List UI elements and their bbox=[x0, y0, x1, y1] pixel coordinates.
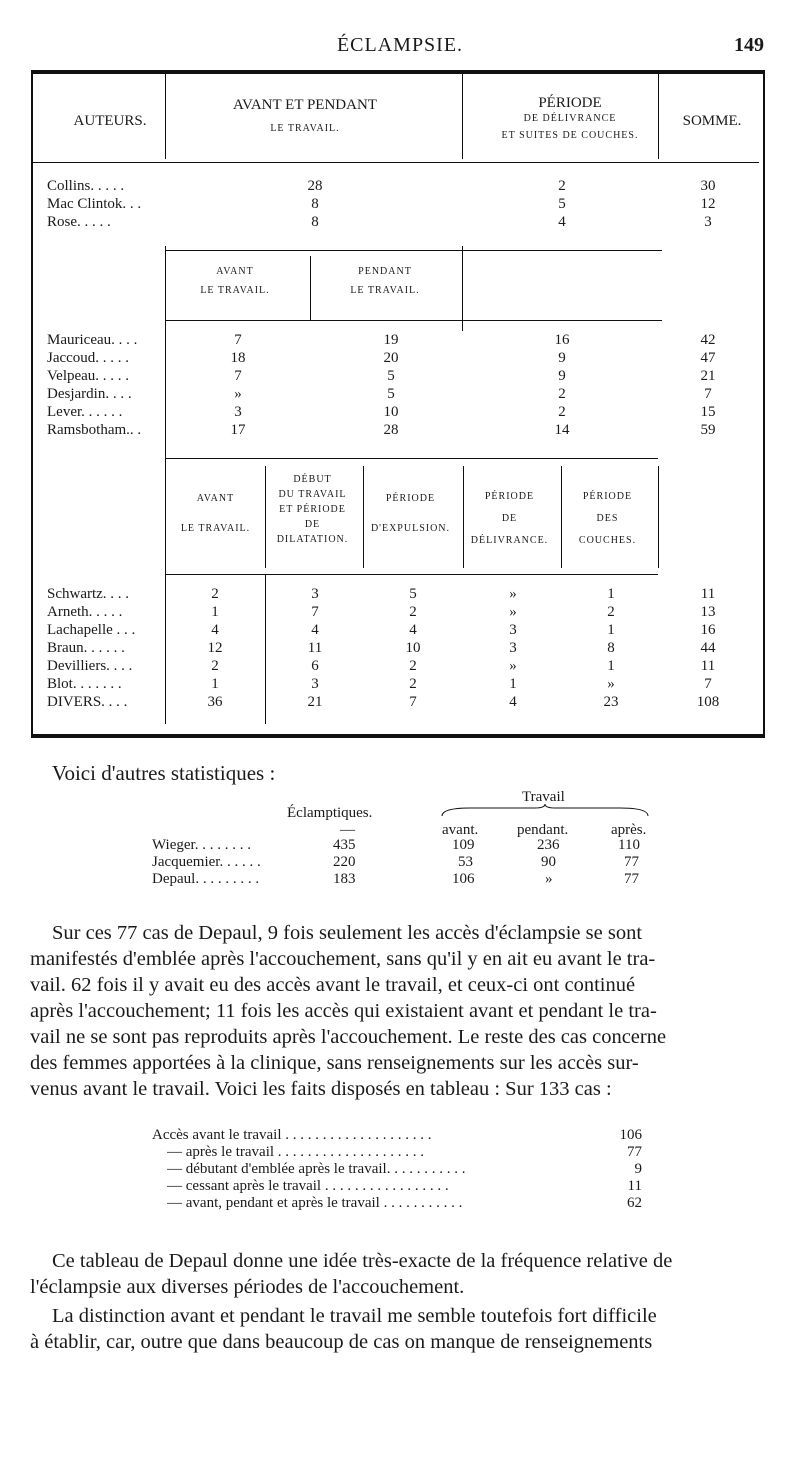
author-name: Mac Clintok. . . bbox=[47, 196, 142, 212]
list-label: — débutant d'emblée après le travail. . . . . . . . . . . bbox=[167, 1161, 466, 1177]
header-line: DE bbox=[304, 519, 321, 530]
header-pendant: pendant. bbox=[517, 822, 569, 838]
col-divider bbox=[363, 466, 364, 568]
text-line: après l'accouchement; 11 fois les accès qui existaient avant et pendant le tra- bbox=[30, 1000, 657, 1022]
list-label: — après le travail . . . . . . . . . . . . . . . . . . . . bbox=[167, 1144, 425, 1160]
running-head bbox=[0, 34, 800, 60]
value-cell: 1 bbox=[509, 676, 517, 692]
text-line: des femmes apportées à la clinique, sans renseignements sur les accès sur- bbox=[30, 1052, 639, 1074]
value-cell: 2 bbox=[558, 386, 566, 402]
author-name: Lachapelle . . . bbox=[47, 622, 136, 638]
header-line: DE bbox=[501, 513, 518, 524]
list-label: — avant, pendant et après le travail . . . . . . . . . . . bbox=[167, 1195, 463, 1211]
value-cell: 1 bbox=[607, 658, 615, 674]
header-eclamptiques: Éclamptiques. bbox=[287, 805, 373, 821]
header-avant-pendant: AVANT ET PENDANT bbox=[233, 97, 377, 113]
value-cell: » bbox=[509, 658, 517, 674]
value-cell: 2 bbox=[211, 586, 219, 602]
value-cell: 4 bbox=[211, 622, 219, 638]
header-pendant: PENDANT bbox=[358, 266, 412, 277]
header-periode-couches bbox=[560, 486, 655, 552]
value-cell: 16 bbox=[700, 622, 716, 638]
text-line: Sur ces 77 cas de Depaul, 9 fois seulement les accès d'éclampsie se sont bbox=[52, 922, 643, 944]
author-name: Lever. . . . . . bbox=[47, 404, 123, 420]
header-rule bbox=[33, 162, 759, 163]
value-cell: 47 bbox=[700, 350, 716, 366]
col-divider bbox=[165, 74, 166, 159]
value-cell: 23 bbox=[603, 694, 619, 710]
author-name: Velpeau. . . . . bbox=[47, 368, 130, 384]
value-cell: 44 bbox=[700, 640, 716, 656]
header-somme: SOMME. bbox=[682, 113, 742, 129]
stat-value: 183 bbox=[333, 871, 356, 887]
col-divider bbox=[310, 256, 311, 320]
header-line: ET PÉRIODE bbox=[279, 504, 346, 515]
stat-name: Wieger. . . . . . . . bbox=[152, 837, 251, 853]
subheader-rule bbox=[165, 458, 658, 459]
value-cell: 5 bbox=[387, 386, 395, 402]
value-cell: 10 bbox=[383, 404, 399, 420]
value-cell: 36 bbox=[207, 694, 223, 710]
value-cell: 13 bbox=[700, 604, 716, 620]
value-cell: 42 bbox=[700, 332, 716, 348]
col-divider bbox=[462, 246, 463, 331]
author-name: Schwartz. . . . bbox=[47, 586, 130, 602]
list-label: Accès avant le travail . . . . . . . . . . . . . . . . . . . . bbox=[152, 1127, 432, 1143]
header-pendant-travail: LE TRAVAIL. bbox=[350, 285, 420, 296]
value-cell: 9 bbox=[558, 368, 566, 384]
header-line: DILATATION. bbox=[276, 534, 349, 545]
header-line: DÉLIVRANCE. bbox=[470, 535, 549, 546]
stat-value: 220 bbox=[333, 854, 356, 870]
value-cell: 8 bbox=[311, 196, 319, 212]
subheader-rule bbox=[165, 320, 662, 321]
value-cell: 2 bbox=[409, 604, 417, 620]
value-cell: » bbox=[607, 676, 615, 692]
header-avant: avant. bbox=[442, 822, 479, 838]
header-line: PÉRIODE bbox=[582, 491, 633, 502]
author-name: Collins. . . . . bbox=[47, 178, 125, 194]
value-cell: 7 bbox=[311, 604, 319, 620]
value-cell: 7 bbox=[234, 368, 242, 384]
value-cell: 21 bbox=[700, 368, 716, 384]
value-cell: 18 bbox=[230, 350, 246, 366]
intro-line: Voici d'autres statistiques : bbox=[52, 761, 276, 785]
value-cell: 30 bbox=[700, 178, 716, 194]
author-name: Mauriceau. . . . bbox=[47, 332, 138, 348]
stat-value: 77 bbox=[624, 854, 639, 870]
value-cell: 1 bbox=[211, 604, 219, 620]
header-periode: PÉRIODE bbox=[538, 95, 602, 111]
paragraph-tableau bbox=[30, 1248, 762, 1300]
header-avant: AVANT bbox=[216, 266, 254, 277]
value-cell: 59 bbox=[700, 422, 716, 438]
text-line: venus avant le travail. Voici les faits disposés en tableau : Sur 133 cas : bbox=[30, 1078, 612, 1100]
value-cell: 8 bbox=[311, 214, 319, 230]
author-name: DIVERS. . . . bbox=[47, 694, 128, 710]
header-le-travail: LE TRAVAIL. bbox=[270, 123, 340, 134]
page-number: 149 bbox=[734, 34, 764, 56]
value-cell: 19 bbox=[383, 332, 399, 348]
author-name: Braun. . . . . . bbox=[47, 640, 125, 656]
header-debut-dilatation bbox=[265, 472, 360, 547]
author-name: Arneth. . . . . bbox=[47, 604, 123, 620]
header-auteurs: AUTEURS. bbox=[73, 113, 147, 129]
value-cell: 2 bbox=[211, 658, 219, 674]
text-line: manifestés d'emblée après l'accouchement, sans qu'il y en ait eu avant le tra- bbox=[30, 948, 656, 970]
header-travail: Travail bbox=[522, 789, 565, 805]
header-avant: AVANT bbox=[196, 493, 235, 504]
value-cell: 12 bbox=[700, 196, 716, 212]
paragraph-distinction bbox=[30, 1303, 762, 1355]
value-cell: 3 bbox=[509, 640, 517, 656]
value-cell: 16 bbox=[554, 332, 570, 348]
stat-value: » bbox=[545, 871, 553, 887]
value-cell: 15 bbox=[700, 404, 716, 420]
subheader-rule bbox=[165, 574, 658, 575]
header-avant-travail: LE TRAVAIL. bbox=[200, 285, 270, 296]
page-title: ÉCLAMPSIE. bbox=[336, 34, 464, 56]
stat-value: 109 bbox=[452, 837, 475, 853]
list-value: 106 bbox=[619, 1127, 642, 1143]
stat-value: 53 bbox=[458, 854, 473, 870]
col-divider bbox=[658, 466, 659, 568]
value-cell: 2 bbox=[409, 658, 417, 674]
header-periode-delivrance bbox=[462, 486, 557, 552]
header-suites: ET SUITES DE COUCHES. bbox=[501, 130, 639, 141]
header-line: DU TRAVAIL bbox=[278, 489, 347, 500]
value-cell: 7 bbox=[704, 386, 712, 402]
value-cell: » bbox=[234, 386, 242, 402]
paragraph-depaul bbox=[30, 920, 762, 1102]
author-name: Rose. . . . . bbox=[47, 214, 111, 230]
value-cell: 2 bbox=[558, 404, 566, 420]
col-divider bbox=[462, 74, 463, 159]
value-cell: 10 bbox=[405, 640, 421, 656]
header-line: DES bbox=[596, 513, 619, 524]
col-divider bbox=[265, 574, 266, 724]
value-cell: 4 bbox=[558, 214, 566, 230]
author-name: Desjardin. . . . bbox=[47, 386, 132, 402]
author-name: Blot. . . . . . . bbox=[47, 676, 122, 692]
text-line: vail ne se sont pas reproduits après l'accouchement. Le reste des cas concerne bbox=[30, 1026, 667, 1048]
stat-value: 236 bbox=[537, 837, 560, 853]
value-cell: 3 bbox=[311, 676, 319, 692]
value-cell: 2 bbox=[409, 676, 417, 692]
value-cell: 8 bbox=[607, 640, 615, 656]
value-cell: 7 bbox=[704, 676, 712, 692]
author-name: Jaccoud. . . . . bbox=[47, 350, 130, 366]
author-name: Devilliers. . . . bbox=[47, 658, 133, 674]
value-cell: 11 bbox=[307, 640, 323, 656]
value-cell: 11 bbox=[700, 658, 716, 674]
stat-name: Jacquemier. . . . . . bbox=[152, 854, 261, 870]
value-cell: 28 bbox=[307, 178, 323, 194]
list-label: — cessant après le travail . . . . . . . . . . . . . . . . . bbox=[167, 1178, 449, 1194]
value-cell: » bbox=[509, 604, 517, 620]
header-line: COUCHES. bbox=[578, 535, 637, 546]
value-cell: 14 bbox=[554, 422, 570, 438]
value-cell: 5 bbox=[409, 586, 417, 602]
text-line: l'éclampsie aux diverses périodes de l'accouchement. bbox=[30, 1276, 465, 1298]
header-apres: après. bbox=[611, 822, 647, 838]
stat-value: 110 bbox=[618, 837, 640, 853]
value-cell: 2 bbox=[607, 604, 615, 620]
value-cell: 5 bbox=[558, 196, 566, 212]
value-cell: 21 bbox=[307, 694, 323, 710]
value-cell: 4 bbox=[409, 622, 417, 638]
text-line: La distinction avant et pendant le travail me semble toutefois fort difficile bbox=[52, 1305, 657, 1327]
list-value: 9 bbox=[634, 1161, 642, 1177]
value-cell: 4 bbox=[311, 622, 319, 638]
stat-value: 77 bbox=[624, 871, 639, 887]
stat-name: Depaul. . . . . . . . . bbox=[152, 871, 260, 887]
value-cell: 1 bbox=[607, 586, 615, 602]
header-de-delivrance: DE DÉLIVRANCE bbox=[523, 113, 617, 124]
value-cell: 4 bbox=[509, 694, 517, 710]
value-cell: 7 bbox=[234, 332, 242, 348]
value-cell: 6 bbox=[311, 658, 319, 674]
value-cell: 1 bbox=[211, 676, 219, 692]
header-expulsion: D'EXPULSION. bbox=[370, 523, 451, 534]
value-cell: 3 bbox=[311, 586, 319, 602]
value-cell: 5 bbox=[387, 368, 395, 384]
value-cell: 9 bbox=[558, 350, 566, 366]
list-value: 11 bbox=[627, 1178, 642, 1194]
text-line: à établir, car, outre que dans beaucoup de cas on manque de renseignements bbox=[30, 1331, 653, 1353]
value-cell: » bbox=[509, 586, 517, 602]
value-cell: 3 bbox=[509, 622, 517, 638]
header-dash: — bbox=[340, 822, 355, 838]
value-cell: 1 bbox=[607, 622, 615, 638]
stat-value: 90 bbox=[541, 854, 556, 870]
value-cell: 2 bbox=[558, 178, 566, 194]
value-cell: 17 bbox=[230, 422, 246, 438]
value-cell: 11 bbox=[700, 586, 716, 602]
col-divider bbox=[165, 246, 166, 724]
subheader-rule bbox=[165, 250, 662, 251]
author-name: Ramsbotham.. . bbox=[47, 422, 142, 438]
value-cell: 7 bbox=[409, 694, 417, 710]
list-value: 77 bbox=[627, 1144, 642, 1160]
value-cell: 108 bbox=[696, 694, 720, 710]
value-cell: 3 bbox=[234, 404, 242, 420]
brace-icon bbox=[440, 804, 650, 820]
text-line: Ce tableau de Depaul donne une idée très-exacte de la fréquence relative de bbox=[52, 1250, 673, 1272]
header-periode: PÉRIODE bbox=[385, 493, 436, 504]
header-avant-travail: LE TRAVAIL. bbox=[180, 523, 251, 534]
value-cell: 3 bbox=[704, 214, 712, 230]
stat-value: 106 bbox=[452, 871, 475, 887]
value-cell: 20 bbox=[383, 350, 399, 366]
header-line: PÉRIODE bbox=[484, 491, 535, 502]
stat-value: 435 bbox=[333, 837, 356, 853]
value-cell: 28 bbox=[383, 422, 399, 438]
header-line: DÉBUT bbox=[293, 474, 332, 485]
text-line: vail. 62 fois il y avait eu des accès avant le travail, et ceux-ci ont continué bbox=[30, 974, 636, 996]
list-value: 62 bbox=[627, 1195, 642, 1211]
value-cell: 12 bbox=[207, 640, 223, 656]
